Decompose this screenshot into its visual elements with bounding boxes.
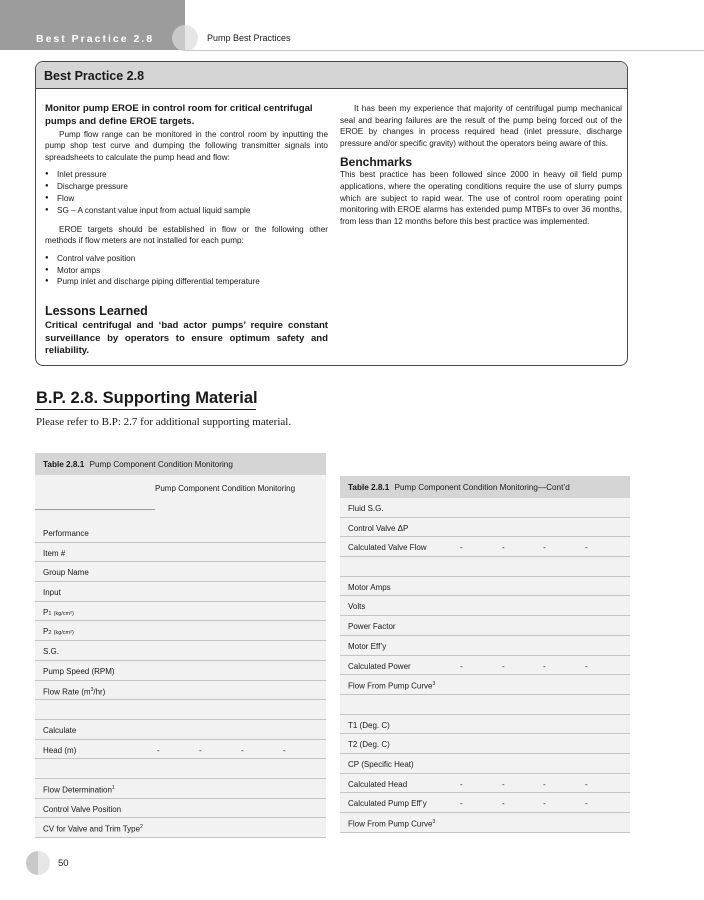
dash-cell: -: [502, 543, 505, 553]
benchmarks-text: This best practice has been followed since 2000 in heavy oil field pump applications, where the operating conditions require the use of slurry pumps which are subject to rapid wear. The use of control room operating point monitoring with EROE alarms has extended pump MTBFs to over 36 months, from less than 12 months before this best practice was implemented.: [340, 170, 622, 226]
table-row: Flow Determination$^1$: [35, 779, 326, 799]
dash-cell: -: [585, 661, 588, 671]
list-item: ● Inlet pressure: [45, 169, 328, 181]
supporting-material-text: Please refer to B.P: 2.7 for additional supporting material.: [36, 416, 292, 428]
dash-cell: -: [585, 799, 588, 809]
running-title: Pump Best Practices: [207, 33, 291, 43]
table-title: Pump Component Condition Monitoring: [89, 460, 233, 469]
best-practice-box: [35, 61, 628, 366]
dash-cell: -: [157, 745, 160, 755]
dash-cell: -: [543, 799, 546, 809]
page-number: 50: [58, 858, 69, 869]
box-left-column: [45, 103, 328, 288]
dash-cell: -: [199, 745, 202, 755]
table-row: T2 (Deg. C): [340, 734, 630, 754]
column-rule: [35, 509, 155, 510]
table-row: Control Valve Position: [35, 799, 326, 819]
table-row: Head (m) - - - -: [35, 740, 326, 760]
table-row: Item #: [35, 543, 326, 563]
table-row: P2 (kg/cm²): [35, 621, 326, 641]
table-row: Control Valve ΔP: [340, 518, 630, 538]
supporting-material-title: B.P. 2.8. Supporting Material: [36, 389, 258, 407]
table-row-blank: [340, 557, 630, 577]
table-row-blank: [35, 700, 326, 720]
table-caption: [340, 476, 630, 498]
table-row: Group Name: [35, 562, 326, 582]
bullet-list-1: [45, 169, 328, 216]
paragraph-2: EROE targets should be established in flow or the following other methods if flow meters are not installed for each pump:: [45, 224, 328, 246]
table-row-blank: [35, 759, 326, 779]
table-number: Table 2.8.1: [43, 460, 85, 469]
table-row: CV for Valve and Trim Type$^2$: [35, 818, 326, 838]
dash-cell: -: [241, 745, 244, 755]
dash-cell: -: [502, 799, 505, 809]
dash-cell: -: [585, 779, 588, 789]
table-2-8-1: [35, 453, 326, 838]
lead-statement: Monitor pump EROE in control room for critical centrifugal pumps and define EROE targets.: [45, 103, 313, 127]
table-caption: [35, 453, 326, 475]
table-row: Motor Eff’y: [340, 636, 630, 656]
bullet-list-2: [45, 253, 328, 288]
column-header-row: [35, 475, 326, 497]
benchmarks-heading: Benchmarks: [340, 155, 413, 170]
paragraph-1: Pump flow range can be monitored in the control room by inputting the pump shop test curve and dumping the following transmitter signals into spreadsheets to calculate the pump head and flow:: [45, 129, 328, 162]
table-row: Calculated Head - - - -: [340, 774, 630, 794]
table-row: Flow From Pump Curve$^3$: [340, 675, 630, 695]
dash-cell: -: [283, 745, 286, 755]
header-circle-ornament: [172, 25, 198, 51]
table-row: Motor Amps: [340, 577, 630, 597]
dash-cell: -: [460, 661, 463, 671]
table-row: P1 (kg/cm²): [35, 602, 326, 622]
box-right-column: [340, 103, 622, 227]
table-row: Performance: [35, 523, 326, 543]
list-item: ● Flow: [45, 193, 328, 205]
dash-cell: -: [543, 543, 546, 553]
dash-cell: -: [460, 543, 463, 553]
table-row: Input: [35, 582, 326, 602]
dash-cell: -: [502, 779, 505, 789]
table-row: Calculated Pump Eff’y - - - -: [340, 793, 630, 813]
lessons-text: Critical centrifugal and ‘bad actor pumps’ require constant surveillance by operators to ensure optimum safety and reliability.: [45, 320, 328, 357]
table-row-blank: [340, 695, 630, 715]
list-item: ● Control valve position: [45, 253, 328, 265]
table-spacer: [35, 497, 326, 523]
table-title: Pump Component Condition Monitoring—Cont’d: [394, 483, 570, 492]
table-row: Fluid S.G.: [340, 498, 630, 518]
table-number: Table 2.8.1: [348, 483, 390, 492]
list-item: ● Pump inlet and discharge piping differential temperature: [45, 276, 328, 288]
list-item: ● SG – A constant value input from actual liquid sample: [45, 205, 328, 217]
dash-cell: -: [460, 799, 463, 809]
dash-cell: -: [585, 543, 588, 553]
table-2-8-1-continued: [340, 476, 630, 833]
dash-cell: -: [543, 779, 546, 789]
table-row: Flow Rate $(m^3/hr)$: [35, 681, 326, 701]
table-row: Calculated Power - - - -: [340, 656, 630, 676]
table-row: T1 (Deg. C): [340, 715, 630, 735]
table-row: CP (Specific Heat): [340, 754, 630, 774]
experience-paragraph: It has been my experience that majority of centrifugal pump mechanical seal and bearing failures are the result of the pump being forced out of the EROE by changes in process required head (inlet pressure, discharge pressure and/or specific gravity) without the operators being aware of this.: [340, 104, 622, 148]
dash-cell: -: [502, 661, 505, 671]
table-row: Flow From Pump Curve$^3$: [340, 813, 630, 833]
column-header: Pump Component Condition Monitoring: [155, 484, 296, 493]
header-rule: [185, 50, 704, 51]
dash-cell: -: [543, 661, 546, 671]
list-item: ● Discharge pressure: [45, 181, 328, 193]
list-item: ● Motor amps: [45, 265, 328, 277]
footer-circle-ornament: [26, 851, 50, 875]
table-row: Calculated Valve Flow - - - -: [340, 537, 630, 557]
table-row: Power Factor: [340, 616, 630, 636]
lessons-heading: Lessons Learned: [45, 304, 148, 318]
title-underline: [35, 409, 256, 410]
table-row: Volts: [340, 596, 630, 616]
table-row: Calculate: [35, 720, 326, 740]
table-row: S.G.: [35, 641, 326, 661]
box-title: Best Practice 2.8: [36, 62, 627, 89]
section-label: Best Practice 2.8: [36, 33, 155, 45]
dash-cell: -: [460, 779, 463, 789]
table-row: Pump Speed (RPM): [35, 661, 326, 681]
